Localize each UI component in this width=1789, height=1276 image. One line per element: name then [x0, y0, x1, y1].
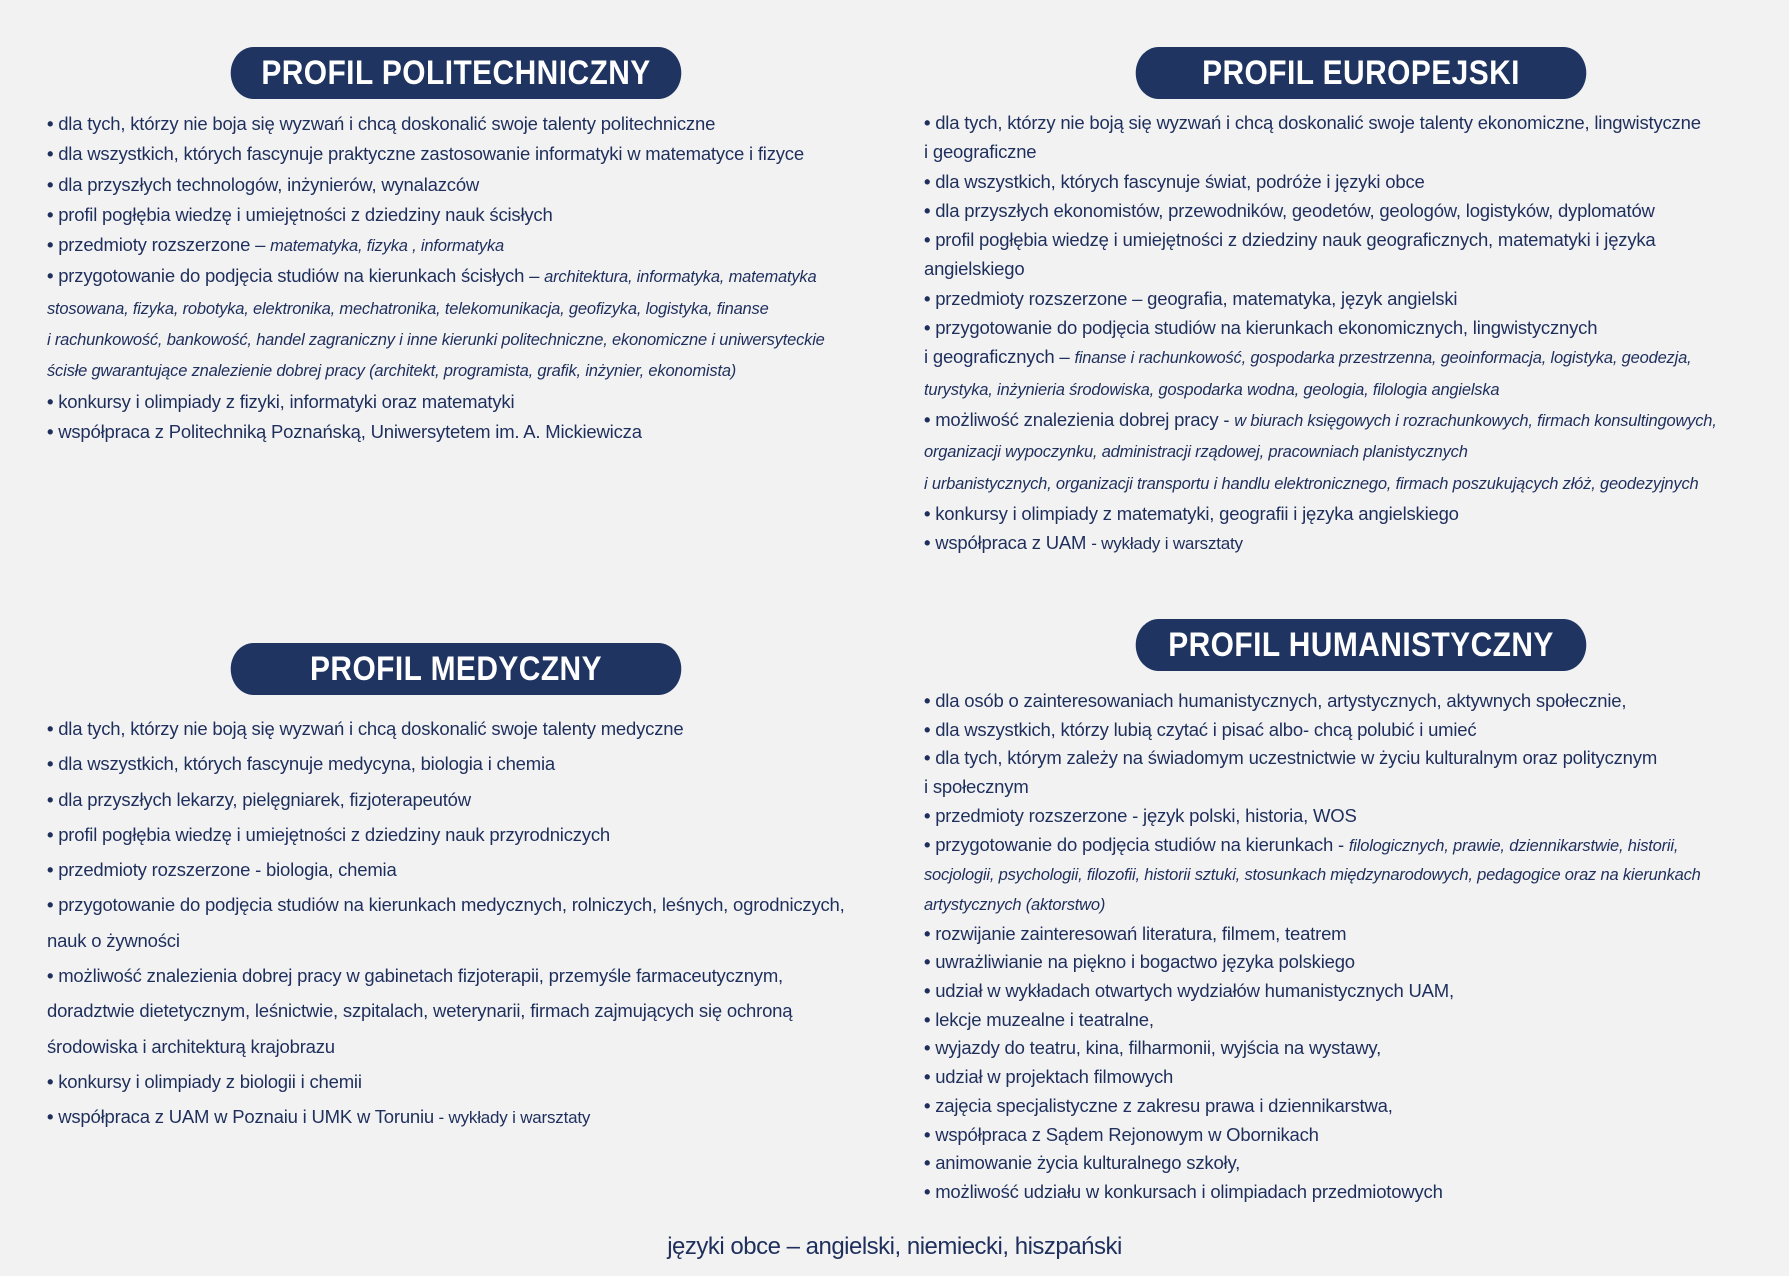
item-text: • rozwijanie zainteresowań literatura, filmem, teatrem: [924, 923, 1346, 944]
list-item: [47, 1064, 845, 1099]
item-text: • możliwość znalezienia dobrej pracy w gabinetach fizjoterapii, przemyśle farmaceutycznym,: [47, 965, 783, 986]
list-item-continuation: [924, 137, 1717, 166]
list-item: [924, 528, 1717, 558]
item-emphasis: filologicznych, prawie, dziennikarstwie, historii,: [1348, 836, 1679, 855]
profile-title-humanistyczny: PROFIL HUMANISTYCZNY: [1136, 619, 1587, 671]
item-text: • przygotowanie do podjęcia studiów na kierunkach -: [924, 834, 1349, 855]
item-text: • dla tych, którym zależy na świadomym uczestnictwie w życiu kulturalnym oraz politycznym: [924, 747, 1657, 768]
list-item: [924, 1149, 1701, 1178]
list-item-continuation: [47, 355, 825, 386]
item-text: • zajęcia specjalistyczne z zakresu prawa i dziennikarstwa,: [924, 1095, 1393, 1116]
list-item: [924, 716, 1701, 745]
item-text: • udział w projektach filmowych: [924, 1066, 1173, 1087]
list-item: [924, 1092, 1701, 1121]
europ-list: [924, 108, 1717, 558]
item-text: • możliwość znalezienia dobrej pracy -: [924, 409, 1234, 430]
list-item-continuation: [924, 374, 1717, 405]
item-text: • dla przyszłych lekarzy, pielęgniarek, fizjoterapeutów: [47, 789, 471, 810]
list-item-continuation: [47, 293, 825, 324]
list-item-continuation: [924, 860, 1701, 890]
list-item: [924, 1006, 1701, 1035]
list-item-continuation: [47, 923, 845, 958]
item-text: doradztwie dietetycznym, leśnictwie, szpitalach, weterynarii, firmach zajmujących się ochroną: [47, 1000, 793, 1022]
list-item-continuation: [924, 468, 1717, 499]
item-text: i społecznym: [924, 776, 1029, 798]
list-item: [924, 831, 1701, 861]
list-item: [924, 687, 1701, 716]
list-item: [924, 499, 1717, 528]
list-item: [924, 108, 1717, 137]
profile-title-medyczny: PROFIL MEDYCZNY: [231, 643, 682, 695]
list-item: [47, 109, 825, 139]
item-text: środowiska i architekturą krajobrazu: [47, 1035, 335, 1057]
list-item: [47, 417, 825, 447]
item-note: - wykłady i warsztaty: [1091, 534, 1243, 554]
list-item-continuation: [924, 890, 1701, 920]
item-text: • profil pogłębia wiedzę i umiejętności z dziedziny nauk geograficznych, matematyki i języka: [924, 229, 1656, 250]
item-emphasis: w biurach księgowych i rozrachunkowych, firmach konsultingowych,: [1234, 411, 1717, 430]
item-text: • przedmioty rozszerzone – geografia, matematyka, język angielski: [924, 288, 1457, 309]
item-emphasis: i urbanistycznych, organizacji transportu i handlu elektronicznego, firmach poszukujących złóż, geodezyjnych: [924, 474, 1699, 493]
list-item: [47, 817, 845, 852]
list-item: [47, 139, 825, 169]
item-text: • przedmioty rozszerzone –: [47, 234, 270, 255]
list-item: [924, 196, 1717, 225]
item-text: • animowanie życia kulturalnego szkoły,: [924, 1152, 1240, 1173]
list-item: [47, 261, 825, 292]
item-text: • uwrażliwianie na piękno i bogactwo języka polskiego: [924, 951, 1355, 972]
item-text: • profil pogłębia wiedzę i umiejętności z dziedziny nauk ścisłych: [47, 204, 553, 225]
item-text: angielskiego: [924, 258, 1025, 280]
list-item: [47, 958, 845, 993]
item-emphasis: turystyka, inżynieria środowiska, gospodarka wodna, geologia, filologia angielska: [924, 380, 1500, 399]
profile-title-europejski: PROFIL EUROPEJSKI: [1136, 47, 1587, 99]
item-text: • możliwość udziału w konkursach i olimpiadach przedmiotowych: [924, 1181, 1443, 1202]
item-emphasis: artystycznych (aktorstwo): [924, 895, 1106, 914]
list-item-continuation: [924, 436, 1717, 467]
item-text: • przygotowanie do podjęcia studiów na kierunkach ekonomicznych, lingwistycznych: [924, 317, 1597, 338]
list-item: [924, 1063, 1701, 1092]
item-text: • dla wszystkich, których fascynuje praktyczne zastosowanie informatyki w matematyce i fizyce: [47, 143, 804, 164]
list-item-continuation: [47, 1029, 845, 1064]
list-item: [47, 230, 825, 261]
item-emphasis: organizacji wypoczynku, administracji rządowej, pracowniach planistycznych: [924, 443, 1468, 462]
list-item-continuation: [47, 324, 825, 355]
list-item: [924, 1178, 1701, 1207]
list-item: [47, 887, 845, 922]
human-list: [924, 687, 1701, 1207]
item-text: • profil pogłębia wiedzę i umiejętności z dziedziny nauk przyrodniczych: [47, 824, 610, 845]
item-emphasis: matematyka, fizyka , informatyka: [270, 237, 505, 256]
list-item-continuation: [924, 342, 1717, 373]
list-item: [924, 313, 1717, 342]
list-item: [47, 782, 845, 817]
list-item: [924, 405, 1717, 436]
item-text: • dla przyszłych ekonomistów, przewodników, geodetów, geologów, logistyków, dyplomatów: [924, 200, 1655, 221]
item-text: • konkursy i olimpiady z matematyki, geografii i języka angielskiego: [924, 503, 1459, 524]
list-item: [924, 744, 1701, 773]
list-item: [47, 711, 845, 746]
item-emphasis: finanse i rachunkowość, gospodarka przestrzenna, geoinformacja, logistyka, geodezja,: [1074, 349, 1692, 368]
item-emphasis: ścisłe gwarantujące znalezienie dobrej pracy (architekt, programista, grafik, inżynier, ekonomista): [47, 362, 737, 381]
profile-title-politechniczny: PROFIL POLITECHNICZNY: [231, 47, 682, 99]
list-item: [924, 920, 1701, 949]
list-item: [924, 225, 1717, 254]
list-item: [47, 387, 825, 417]
item-text: • przygotowanie do podjęcia studiów na kierunkach ścisłych –: [47, 265, 544, 286]
item-text: • dla przyszłych technologów, inżynierów, wynalazców: [47, 174, 479, 195]
item-text: • dla tych, którzy nie boją się wyzwań i chcą doskonalić swoje talenty ekonomiczne, lingwistyczne: [924, 112, 1701, 133]
item-text: • przedmioty rozszerzone - język polski, historia, WOS: [924, 805, 1357, 826]
list-item: [47, 746, 845, 781]
item-text: • przedmioty rozszerzone - biologia, chemia: [47, 859, 397, 880]
item-text: • dla wszystkich, których fascynuje medycyna, biologia i chemia: [47, 753, 555, 774]
list-item: [47, 170, 825, 200]
list-item: [924, 948, 1701, 977]
item-text: • dla osób o zainteresowaniach humanistycznych, artystycznych, aktywnych społecznie,: [924, 690, 1626, 711]
item-text: • konkursy i olimpiady z biologii i chemii: [47, 1071, 362, 1092]
list-item-continuation: [924, 773, 1701, 802]
item-text: • współpraca z UAM: [924, 532, 1091, 553]
item-text: • dla tych, którzy nie boją się wyzwań i chcą doskonalić swoje talenty medyczne: [47, 718, 683, 739]
list-item: [924, 1121, 1701, 1150]
item-text: • udział w wykładach otwartych wydziałów humanistycznych UAM,: [924, 980, 1454, 1001]
list-item-continuation: [924, 254, 1717, 283]
politech-list: [47, 109, 825, 447]
item-text: • dla wszystkich, którzy lubią czytać i pisać albo- chcą polubić i umieć: [924, 719, 1476, 740]
item-text: • przygotowanie do podjęcia studiów na kierunkach medycznych, rolniczych, leśnych, ogrodniczych,: [47, 894, 845, 915]
item-emphasis: architektura, informatyka, matematyka: [544, 268, 817, 287]
list-item: [924, 977, 1701, 1006]
list-item: [924, 284, 1717, 313]
list-item-continuation: [47, 993, 845, 1028]
med-list: [47, 711, 845, 1136]
item-emphasis: socjologii, psychologii, filozofii, historii sztuki, stosunkach międzynarodowych, pedagogice oraz na kierunkach: [924, 866, 1701, 885]
item-text: • konkursy i olimpiady z fizyki, informatyki oraz matematyki: [47, 391, 514, 412]
item-text: • dla tych, którzy nie boja się wyzwań i chcą doskonalić swoje talenty politechniczne: [47, 113, 715, 134]
list-item: [47, 200, 825, 230]
item-text: • współpraca z UAM w Poznaiu i UMK w Toruniu: [47, 1106, 434, 1127]
list-item: [47, 1099, 845, 1135]
item-emphasis: i rachunkowość, bankowość, handel zagraniczny i inne kierunki politechniczne, ekonomiczne i uniwersyteckie: [47, 331, 825, 350]
footer-languages: języki obce – angielski, niemiecki, hiszpański: [667, 1233, 1122, 1260]
item-text: • dla wszystkich, których fascynuje świat, podróże i języki obce: [924, 171, 1425, 192]
item-text: i geograficzne: [924, 141, 1037, 163]
item-text: i geograficznych –: [924, 346, 1075, 368]
item-emphasis: stosowana, fizyka, robotyka, elektronika, mechatronika, telekomunikacja, geofizyka, logistyka, finanse: [47, 299, 769, 318]
item-text: • współpraca z Sądem Rejonowym w Obornikach: [924, 1124, 1319, 1145]
item-text: • lekcje muzealne i teatralne,: [924, 1009, 1154, 1030]
item-text: • współpraca z Politechniką Poznańską, Uniwersytetem im. A. Mickiewicza: [47, 421, 642, 442]
list-item: [47, 852, 845, 887]
item-text: nauk o żywności: [47, 929, 180, 951]
item-note: - wykłady i warsztaty: [434, 1108, 591, 1128]
list-item: [924, 167, 1717, 196]
list-item: [924, 1034, 1701, 1063]
list-item: [924, 802, 1701, 831]
item-text: • wyjazdy do teatru, kina, filharmonii, wyjścia na wystawy,: [924, 1037, 1381, 1058]
